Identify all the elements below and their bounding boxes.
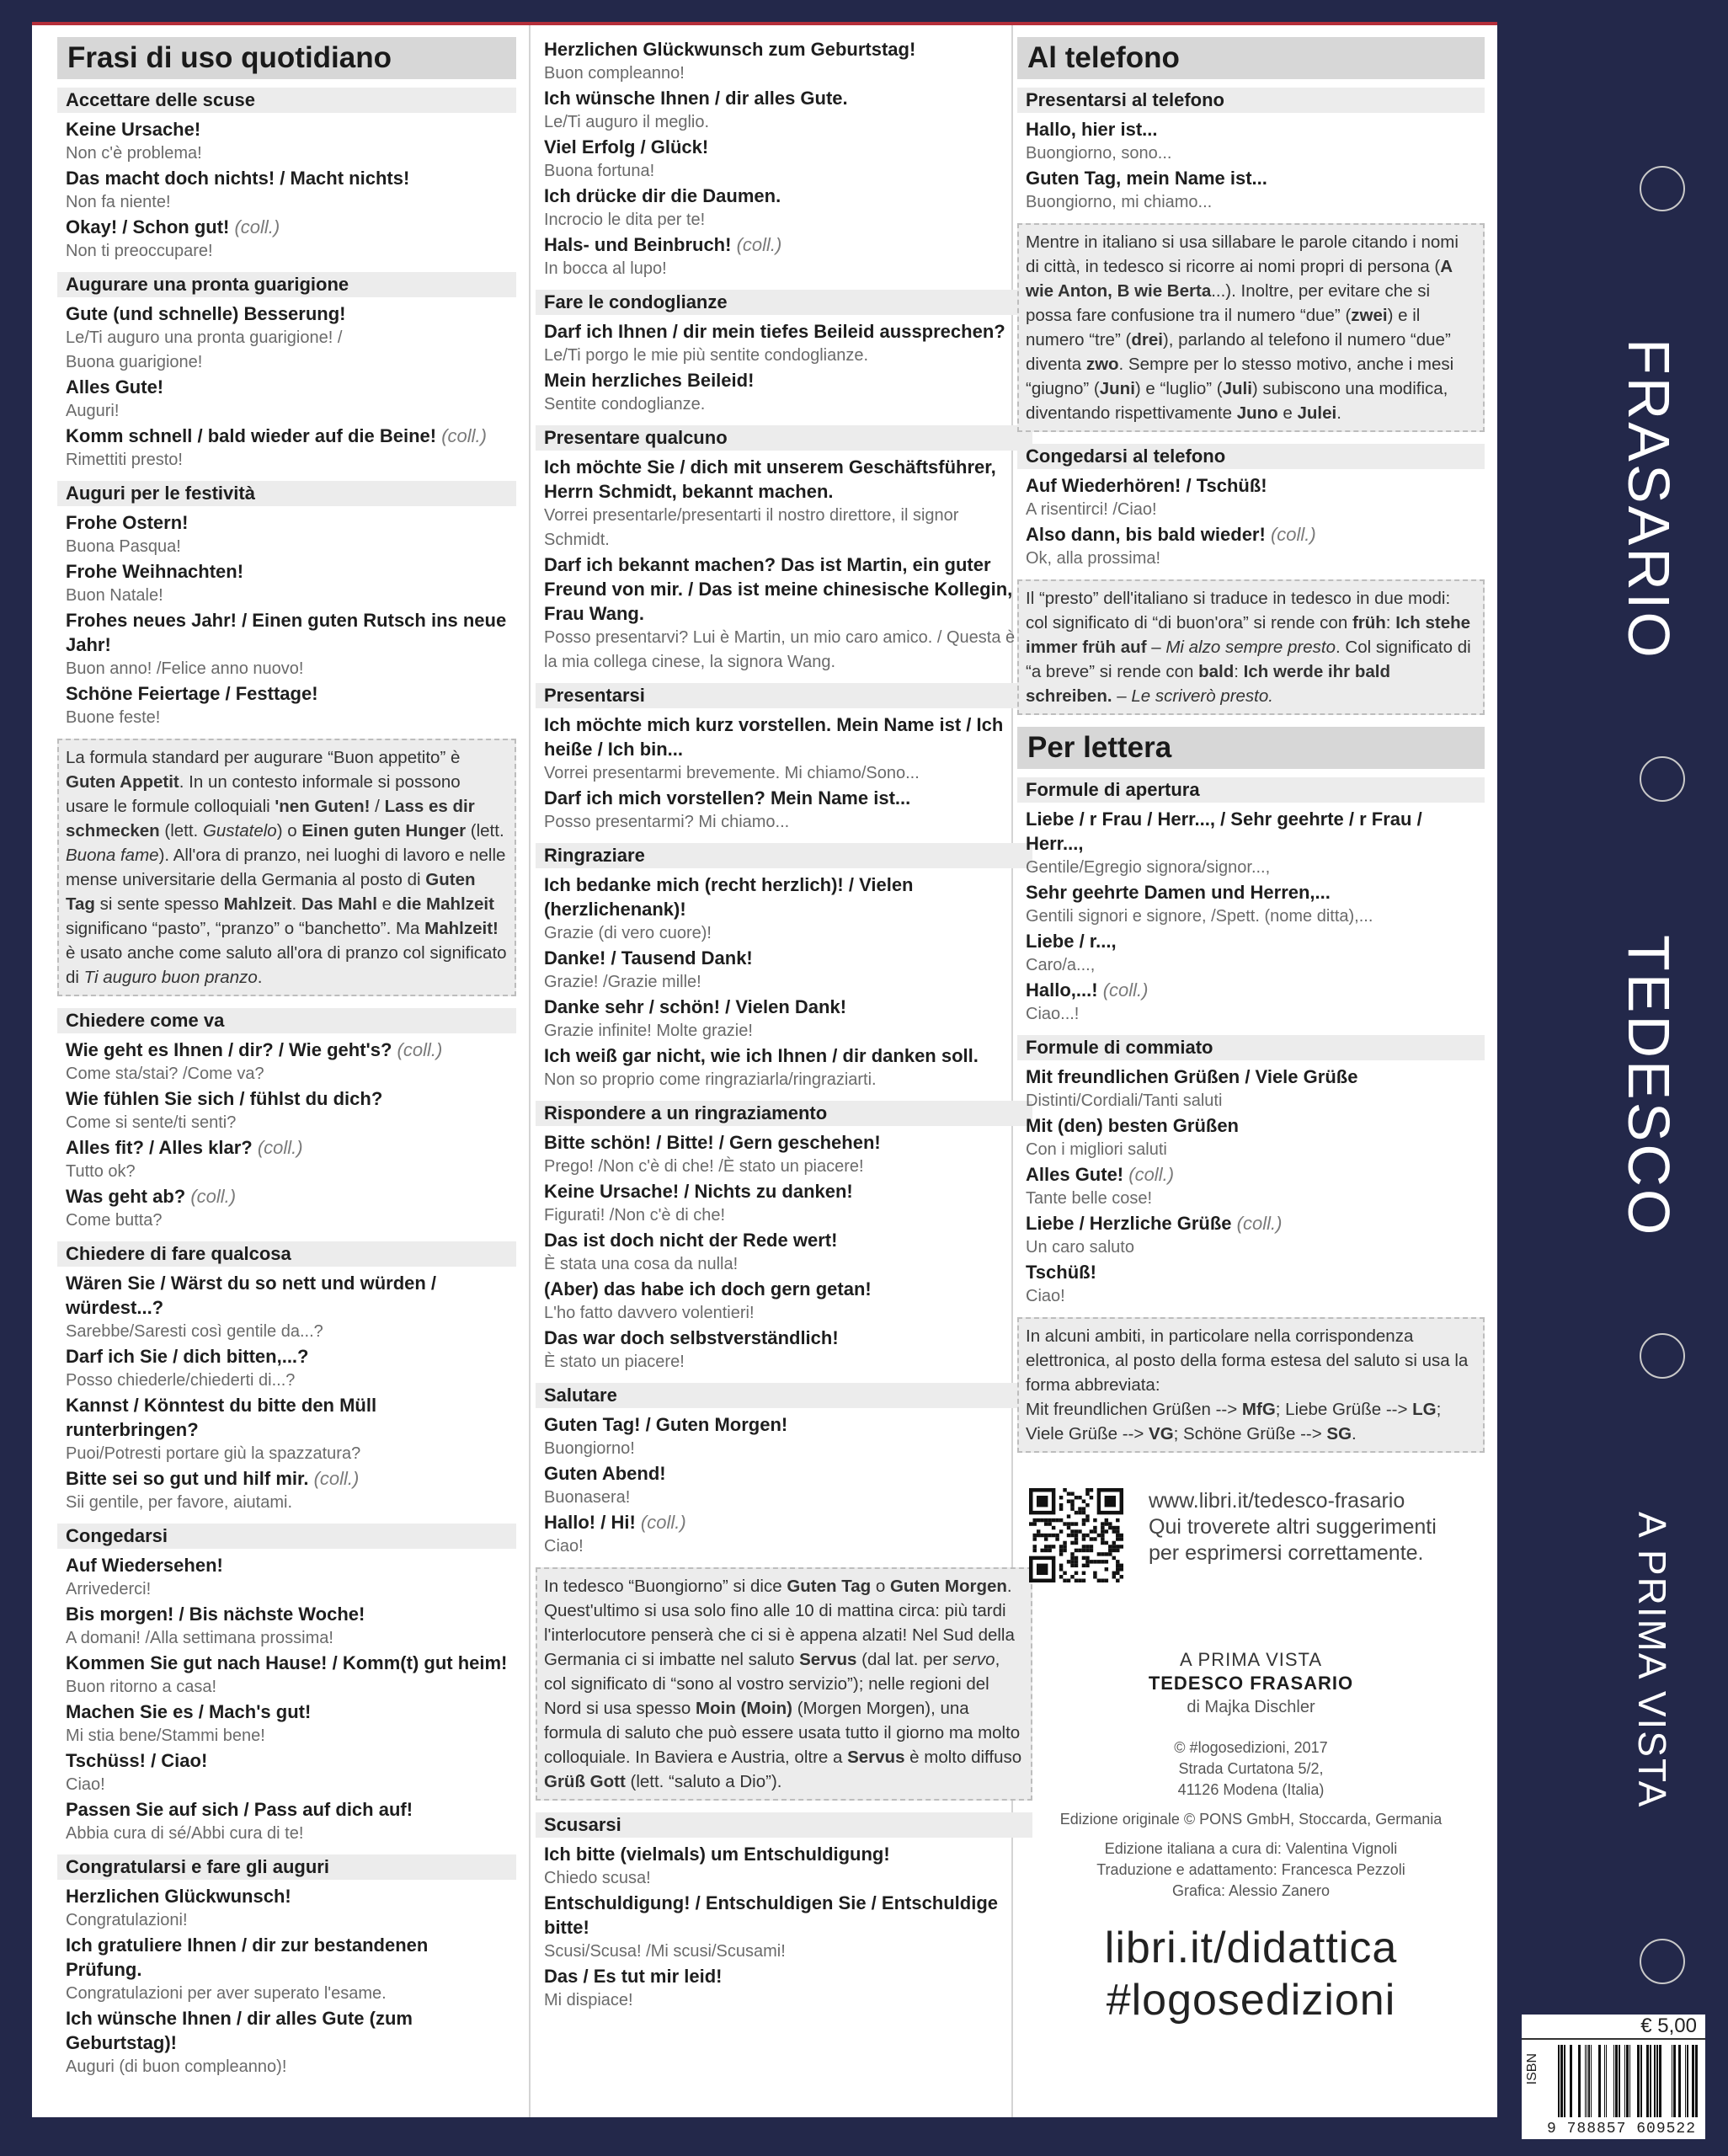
note-box: Il “presto” dell'italiano si traduce in tedesco in due modi: col significato di “di buon'ora” si rende con früh: Ich stehe immer früh auf – Mi alzo sempre presto. Col significato di “a breve” si rende con bald: Ich werde ihr bald schreiben. – Le scriverò presto. xyxy=(1017,579,1485,715)
subsection-title: Scusarsi xyxy=(536,1812,1032,1838)
german-phrase: Passen Sie auf sich / Pass auf dich auf! xyxy=(66,1799,413,1820)
italian-translation: Non fa niente! xyxy=(66,193,171,211)
column-phrases-continued xyxy=(536,37,1032,2021)
binder-hole xyxy=(1640,166,1685,211)
subsection-title: Congedarsi xyxy=(57,1524,516,1549)
hashtag: #logosedizioni xyxy=(1106,1976,1396,2025)
italian-translation: Sentite condoglianze. xyxy=(544,395,706,414)
subsection-title: Presentarsi xyxy=(536,683,1032,708)
german-phrase: Frohe Ostern! xyxy=(66,512,189,533)
binder-hole xyxy=(1640,756,1685,802)
binder-hole xyxy=(1640,1939,1685,1984)
section-title: Frasi di uso quotidiano xyxy=(57,37,516,79)
italian-translation: A risentirci! /Ciao! xyxy=(1026,500,1157,519)
qr-code-icon[interactable] xyxy=(1029,1488,1123,1582)
register-tag: (coll.) xyxy=(190,1186,237,1207)
german-phrase: Gute (und schnelle) Besserung! xyxy=(66,303,346,324)
imprint xyxy=(1017,1648,1485,2026)
german-phrase: Hals- und Beinbruch! (coll.) xyxy=(544,234,782,255)
phrase-group xyxy=(536,683,1032,835)
german-phrase: Danke sehr / schön! / Vielen Dank! xyxy=(544,996,847,1017)
phrase-group xyxy=(57,88,516,264)
subsection-title: Chiedere come va xyxy=(57,1008,516,1033)
german-phrase: (Aber) das habe ich doch gern getan! xyxy=(544,1278,872,1299)
price-label: € 5,00 xyxy=(1640,2015,1697,2037)
subsection-title: Formule di apertura xyxy=(1017,777,1485,803)
italian-translation: Le/Ti auguro il meglio. xyxy=(544,113,710,131)
german-phrase: Alles fit? / Alles klar? (coll.) xyxy=(66,1137,303,1158)
publisher-line: 41126 Modena (Italia) xyxy=(1177,1781,1325,1798)
italian-translation: Ok, alla prossima! xyxy=(1026,549,1161,568)
italian-translation: Gentili signori e signore, /Spett. (nome ditta),... xyxy=(1026,907,1373,926)
german-phrase: Das ist doch nicht der Rede wert! xyxy=(544,1230,838,1251)
italian-translation: Buongiorno, mi chiamo... xyxy=(1026,193,1213,211)
italian-translation: Non so proprio come ringraziarla/ringraziarti. xyxy=(544,1070,877,1089)
german-phrase: Entschuldigung! / Entschuldigen Sie / Entschuldige bitte! xyxy=(544,1892,999,1938)
italian-translation: Ciao! xyxy=(544,1537,584,1556)
german-phrase: Herzlichen Glückwunsch zum Geburtstag! xyxy=(544,39,916,60)
register-tag: (coll.) xyxy=(1236,1213,1283,1234)
italian-translation: Buon compleanno! xyxy=(544,64,685,83)
italian-translation: Congratulazioni per aver superato l'esame. xyxy=(66,1984,387,2003)
italian-translation: Buona fortuna! xyxy=(544,162,655,180)
subsection-title: Auguri per le festività xyxy=(57,481,516,506)
italian-translation: Posso chiederle/chiederti di...? xyxy=(66,1371,296,1390)
original-edition: Edizione originale © PONS GmbH, Stoccarda, Germania xyxy=(1059,1811,1443,1828)
italian-translation: Con i migliori saluti xyxy=(1026,1140,1167,1159)
german-phrase: Mein herzliches Beileid! xyxy=(544,370,755,391)
italian-translation: Mi dispiace! xyxy=(544,1991,633,2009)
italian-translation: Come butta? xyxy=(66,1211,163,1230)
italian-translation: Sii gentile, per favore, aiutami. xyxy=(66,1493,293,1512)
price-barcode-sticker xyxy=(1522,2015,1705,2139)
series-name: A PRIMA VISTA xyxy=(1179,1649,1323,1670)
german-phrase: Bitte sei so gut und hilf mir. (coll.) xyxy=(66,1468,360,1489)
german-phrase: Bitte schön! / Bitte! / Gern geschehen! xyxy=(544,1132,881,1153)
german-phrase: Tschüss! / Ciao! xyxy=(66,1750,208,1771)
german-phrase: Darf ich bekannt machen? Das ist Martin, ein guter Freund von mir. / Das ist meine chinesische Kollegin, Frau Wang. xyxy=(544,554,1013,624)
german-phrase: Wie fühlen Sie sich / fühlst du dich? xyxy=(66,1088,383,1109)
german-phrase: Auf Wiedersehen! xyxy=(66,1555,223,1576)
register-tag: (coll.) xyxy=(736,234,782,255)
register-tag: (coll.) xyxy=(257,1137,303,1158)
subsection-title: Augurare una pronta guarigione xyxy=(57,272,516,297)
spine-title-frasario: FRASARIO xyxy=(1616,339,1682,660)
german-phrase: Ich bedanke mich (recht herzlich)! / Vielen (herzlichenank)! xyxy=(544,874,914,920)
italian-translation: Abbia cura di sé/Abbi cura di te! xyxy=(66,1824,304,1843)
italian-translation: Come si sente/ti senti? xyxy=(66,1113,237,1132)
italian-translation: È stata una cosa da nulla! xyxy=(544,1255,739,1273)
phrase-group xyxy=(536,1383,1032,1559)
qr-block xyxy=(1017,1488,1485,1582)
german-phrase: Okay! / Schon gut! (coll.) xyxy=(66,216,280,237)
register-tag: (coll.) xyxy=(1128,1164,1175,1185)
italian-translation: Sarebbe/Saresti così gentile da...? xyxy=(66,1322,323,1341)
italian-translation: Posso presentarvi? Lui è Martin, un mio caro amico. / Questa è la mia collega cinese, la signora Wang. xyxy=(544,628,1016,671)
binder-hole xyxy=(1640,1333,1685,1379)
german-phrase: Schöne Feiertage / Festtage! xyxy=(66,683,318,704)
italian-translation: Puoi/Potresti portare giù la spazzatura? xyxy=(66,1444,361,1463)
phrase-group xyxy=(57,1524,516,1846)
credit-line: Grafica: Alessio Zanero xyxy=(1171,1882,1331,1899)
section-title: Per lettera xyxy=(1017,727,1485,769)
german-phrase: Hallo, hier ist... xyxy=(1026,119,1158,140)
italian-translation: Buonasera! xyxy=(544,1488,631,1507)
phrase-group xyxy=(536,1812,1032,2013)
italian-translation: Figurati! /Non c'è di che! xyxy=(544,1206,726,1225)
german-phrase: Ich wünsche Ihnen / dir alles Gute. xyxy=(544,88,848,109)
german-phrase: Machen Sie es / Mach's gut! xyxy=(66,1701,312,1722)
italian-translation: Buona guarigione! xyxy=(66,353,203,371)
phrase-group xyxy=(57,1008,516,1233)
spine-series-title: A PRIMA VISTA xyxy=(1630,1512,1674,1809)
barcode-number: 9 788857 609522 xyxy=(1547,2121,1697,2137)
italian-translation: Grazie (di vero cuore)! xyxy=(544,924,712,942)
subsection-title: Ringraziare xyxy=(536,843,1032,868)
italian-translation: A domani! /Alla settimana prossima! xyxy=(66,1629,333,1647)
german-phrase: Also dann, bis bald wieder! (coll.) xyxy=(1026,524,1316,545)
italian-translation: Le/Ti auguro una pronta guarigione! / xyxy=(66,328,343,347)
subsection-title: Rispondere a un ringraziamento xyxy=(536,1101,1032,1126)
publisher-line: © #logosedizioni, 2017 xyxy=(1174,1739,1328,1756)
italian-translation: Buongiorno, sono... xyxy=(1026,144,1172,163)
subsection-title: Salutare xyxy=(536,1383,1032,1408)
italian-translation: Non ti preoccupare! xyxy=(66,242,213,260)
italian-translation: L'ho fatto davvero volentieri! xyxy=(544,1304,755,1322)
phrase-group xyxy=(1017,444,1485,571)
german-phrase: Hallo! / Hi! (coll.) xyxy=(544,1512,686,1533)
italian-translation: Congratulazioni! xyxy=(66,1911,188,1929)
german-phrase: Guten Tag! / Guten Morgen! xyxy=(544,1414,788,1435)
phrase-group xyxy=(536,1101,1032,1374)
note-box: In tedesco “Buongiorno” si dice Guten Tag o Guten Morgen. Quest'ultimo si usa solo fino alle 10 di mattina circa: più tardi l'interlocutore penserà che ci si è appena alzati! Nel Sud della Germania ci si imbatte nel saluto Servus (dal lat. per servo, col significato di “sono al vostro servizio”); nelle regioni del Nord si usa spesso Moin (Moin) (Morgen Morgen), una formula di saluto che può essere usata tutto il giorno ma molto colloquiale. In Baviera e Austria, oltre a Servus è molto diffuso Grüß Gott (lett. “saluto a Dio”). xyxy=(536,1567,1032,1801)
phrase-group xyxy=(536,290,1032,417)
italian-translation: Le/Ti porgo le mie più sentite condoglianze. xyxy=(544,346,869,365)
german-phrase: Frohes neues Jahr! / Einen guten Rutsch ins neue Jahr! xyxy=(66,610,507,655)
german-phrase: Das / Es tut mir leid! xyxy=(544,1966,723,1987)
italian-translation: Ciao! xyxy=(66,1775,105,1794)
german-phrase: Das macht doch nichts! / Macht nichts! xyxy=(66,168,410,189)
barcode-icon xyxy=(1547,2045,1699,2117)
note-box: Mentre in italiano si usa sillabare le parole citando i nomi di città, in tedesco si ricorre ai nomi propri di persona (A wie Anton, B wie Berta...). Inoltre, per evitare che si possa fare confusione tra il numero “due” (zwei) e il numero “tre” (drei), parlando al telefono il numero “due” diventa zwo. Sempre per lo stesso motivo, anche i mesi “giugno” (Juni) e “luglio” (Juli) subiscono una modifica, diventando rispettivamente Juno e Julei. xyxy=(1017,223,1485,432)
italian-translation: Scusi/Scusa! /Mi scusi/Scusami! xyxy=(544,1942,786,1961)
register-tag: (coll.) xyxy=(313,1468,360,1489)
german-phrase: Frohe Weihnachten! xyxy=(66,561,244,582)
website-url[interactable]: libri.it/didattica xyxy=(1104,1924,1398,1972)
column-divider xyxy=(529,25,531,2117)
phrase-group xyxy=(536,37,1032,281)
german-phrase: Kommen Sie gut nach Hause! / Komm(t) gut heim! xyxy=(66,1652,508,1673)
german-phrase: Ich drücke dir die Daumen. xyxy=(544,185,781,206)
italian-translation: Buongiorno! xyxy=(544,1439,635,1458)
german-phrase: Tschüß! xyxy=(1026,1262,1096,1283)
column-everyday-phrases xyxy=(57,37,516,2088)
qr-caption-line: Qui troverete altri suggerimenti xyxy=(1149,1515,1437,1539)
german-phrase: Guten Tag, mein Name ist... xyxy=(1026,168,1267,189)
price-divider xyxy=(1522,2038,1705,2040)
german-phrase: Das war doch selbstverständlich! xyxy=(544,1327,839,1348)
subsection-title: Congratularsi e fare gli auguri xyxy=(57,1854,516,1880)
italian-translation: Mi stia bene/Stammi bene! xyxy=(66,1726,265,1745)
publisher-line: Strada Curtatona 5/2, xyxy=(1178,1760,1324,1777)
book-title: TEDESCO FRASARIO xyxy=(1148,1673,1354,1694)
phrase-group xyxy=(1017,88,1485,215)
italian-translation: Gentile/Egregio signora/signor..., xyxy=(1026,858,1271,877)
qr-caption xyxy=(1149,1488,1437,1566)
note-box: La formula standard per augurare “Buon appetito” è Guten Appetit. In un contesto informale si possono usare le formule colloquiali 'nen Guten! / Lass es dir schmecken (lett. Gustatelo) o Einen guten Hunger (lett. Buona fame). All'ora di pranzo, nei luoghi di lavoro e nelle mense universitarie della Germania al posto di Guten Tag si sente spesso Mahlzeit. Das Mahl e die Mahlzeit significano “pasto”, “pranzo” o “banchetto”. Ma Mahlzeit! è usato anche come saluto all'ora di pranzo col significato di Ti auguro buon pranzo. xyxy=(57,739,516,996)
german-phrase: Auf Wiederhören! / Tschüß! xyxy=(1026,475,1267,496)
german-phrase: Alles Gute! (coll.) xyxy=(1026,1164,1175,1185)
italian-translation: Tutto ok? xyxy=(66,1162,136,1181)
phrase-group xyxy=(536,843,1032,1092)
italian-translation: Come sta/stai? /Come va? xyxy=(66,1065,264,1083)
subsection-title: Chiedere di fare qualcosa xyxy=(57,1241,516,1267)
register-tag: (coll.) xyxy=(1270,524,1316,545)
german-phrase: Bis morgen! / Bis nächste Woche! xyxy=(66,1604,365,1625)
italian-translation: Prego! /Non c'è di che! /È stato un piacere! xyxy=(544,1157,864,1176)
note-box: In alcuni ambiti, in particolare nella corrispondenza elettronica, al posto della forma estesa del saluto si usa la forma abbreviata: Mit freundlichen Grüßen --> MfG; Liebe Grüße --> LG; Viele Grüße --> VG; Schöne Grüße --> SG. xyxy=(1017,1317,1485,1453)
german-phrase: Mit (den) besten Grüßen xyxy=(1026,1115,1239,1136)
german-phrase: Danke! / Tausend Dank! xyxy=(544,947,753,969)
section-title: Al telefono xyxy=(1017,37,1485,79)
italian-translation: Incrocio le dita per te! xyxy=(544,211,706,229)
phrase-group xyxy=(57,272,516,472)
german-phrase: Ich möchte Sie / dich mit unserem Geschäftsführer, Herrn Schmidt, bekannt machen. xyxy=(544,456,996,502)
german-phrase: Wären Sie / Wärst du so nett und würden / würdest...? xyxy=(66,1273,437,1318)
subsection-title: Congedarsi al telefono xyxy=(1017,444,1485,469)
credit-line: Edizione italiana a cura di: Valentina Vignoli xyxy=(1104,1840,1398,1857)
german-phrase: Ich wünsche Ihnen / dir alles Gute (zum Geburtstag)! xyxy=(66,2008,413,2053)
italian-translation: Rimettiti presto! xyxy=(66,451,183,469)
german-phrase: Kannst / Könntest du bitte den Müll runterbringen? xyxy=(66,1395,377,1440)
italian-translation: Caro/a..., xyxy=(1026,956,1096,974)
italian-translation: Buon anno! /Felice anno nuovo! xyxy=(66,659,304,678)
subsection-title: Accettare delle scuse xyxy=(57,88,516,113)
german-phrase: Ich gratuliere Ihnen / dir zur bestandenen Prüfung. xyxy=(66,1935,429,1980)
register-tag: (coll.) xyxy=(441,425,487,446)
author: di Majka Dischler xyxy=(1187,1698,1315,1716)
italian-translation: Buon Natale! xyxy=(66,586,163,605)
italian-translation: È stato un piacere! xyxy=(544,1353,685,1371)
german-phrase: Liebe / r..., xyxy=(1026,931,1117,952)
phrase-group xyxy=(1017,1035,1485,1309)
italian-translation: Tante belle cose! xyxy=(1026,1189,1153,1208)
german-phrase: Liebe / Herzliche Grüße (coll.) xyxy=(1026,1213,1283,1234)
german-phrase: Mit freundlichen Grüßen / Viele Grüße xyxy=(1026,1066,1358,1087)
phrasebook-sheet xyxy=(32,22,1497,2117)
italian-translation: Un caro saluto xyxy=(1026,1238,1134,1257)
register-tag: (coll.) xyxy=(234,216,280,237)
german-phrase: Darf ich Sie / dich bitten,...? xyxy=(66,1346,309,1367)
credit-line: Traduzione e adattamento: Francesca Pezzoli xyxy=(1096,1861,1405,1878)
german-phrase: Hallo,...! (coll.) xyxy=(1026,979,1149,1001)
german-phrase: Alles Gute! xyxy=(66,376,164,398)
italian-translation: Buone feste! xyxy=(66,708,161,727)
isbn-label: ISBN xyxy=(1525,2053,1539,2085)
phrase-group xyxy=(57,481,516,730)
italian-translation: Ciao...! xyxy=(1026,1005,1080,1023)
register-tag: (coll.) xyxy=(397,1039,443,1060)
italian-translation: Non c'è problema! xyxy=(66,144,202,163)
phrase-group xyxy=(536,425,1032,675)
german-phrase: Herzlichen Glückwunsch! xyxy=(66,1886,291,1907)
german-phrase: Darf ich mich vorstellen? Mein Name ist... xyxy=(544,787,911,808)
italian-translation: Auguri (di buon compleanno)! xyxy=(66,2057,287,2076)
italian-translation: Posso presentarmi? Mi chiamo... xyxy=(544,813,790,831)
german-phrase: Liebe / r Frau / Herr..., / Sehr geehrte / r Frau / Herr..., xyxy=(1026,808,1422,854)
italian-translation: Vorrei presentarmi brevemente. Mi chiamo/Sono... xyxy=(544,764,920,782)
german-phrase: Komm schnell / bald wieder auf die Beine! (coll.) xyxy=(66,425,487,446)
phrase-group xyxy=(57,1854,516,2079)
german-phrase: Ich bitte (vielmals) um Entschuldigung! xyxy=(544,1844,890,1865)
register-tag: (coll.) xyxy=(640,1512,686,1533)
phrase-group xyxy=(1017,777,1485,1027)
subsection-title: Presentare qualcuno xyxy=(536,425,1032,451)
italian-translation: Chiedo scusa! xyxy=(544,1869,651,1887)
italian-translation: Grazie infinite! Molte grazie! xyxy=(544,1022,753,1040)
website-link[interactable]: www.libri.it/tedesco-frasario xyxy=(1149,1489,1405,1513)
german-phrase: Sehr geehrte Damen und Herren,... xyxy=(1026,882,1331,903)
subsection-title: Fare le condoglianze xyxy=(536,290,1032,315)
subsection-title: Presentarsi al telefono xyxy=(1017,88,1485,113)
german-phrase: Viel Erfolg / Glück! xyxy=(544,136,709,157)
register-tag: (coll.) xyxy=(1102,979,1149,1001)
italian-translation: Vorrei presentarle/presentarti il nostro direttore, il signor Schmidt. xyxy=(544,506,959,549)
italian-translation: Buon ritorno a casa! xyxy=(66,1678,216,1696)
italian-translation: Distinti/Cordiali/Tanti saluti xyxy=(1026,1091,1223,1110)
italian-translation: Ciao! xyxy=(1026,1287,1065,1305)
german-phrase: Keine Ursache! / Nichts zu danken! xyxy=(544,1181,853,1202)
italian-translation: Grazie! /Grazie mille! xyxy=(544,973,701,991)
italian-translation: Buona Pasqua! xyxy=(66,537,181,556)
german-phrase: Darf ich Ihnen / dir mein tiefes Beileid aussprechen? xyxy=(544,321,1005,342)
qr-caption-line: per esprimersi correttamente. xyxy=(1149,1541,1424,1565)
german-phrase: Ich weiß gar nicht, wie ich Ihnen / dir danken soll. xyxy=(544,1045,979,1066)
spine-title-tedesco: TEDESCO xyxy=(1616,935,1682,1238)
italian-translation: Arrivederci! xyxy=(66,1580,152,1598)
column-telephone-letters xyxy=(1017,37,1485,2026)
german-phrase: Guten Abend! xyxy=(544,1463,666,1484)
italian-translation: In bocca al lupo! xyxy=(544,259,667,278)
subsection-title: Formule di commiato xyxy=(1017,1035,1485,1060)
german-phrase: Keine Ursache! xyxy=(66,119,201,140)
german-phrase: Wie geht es Ihnen / dir? / Wie geht's? (coll.) xyxy=(66,1039,443,1060)
german-phrase: Was geht ab? (coll.) xyxy=(66,1186,237,1207)
german-phrase: Ich möchte mich kurz vorstellen. Mein Name ist / Ich heiße / Ich bin... xyxy=(544,714,1004,760)
phrase-group xyxy=(57,1241,516,1515)
italian-translation: Auguri! xyxy=(66,402,120,420)
